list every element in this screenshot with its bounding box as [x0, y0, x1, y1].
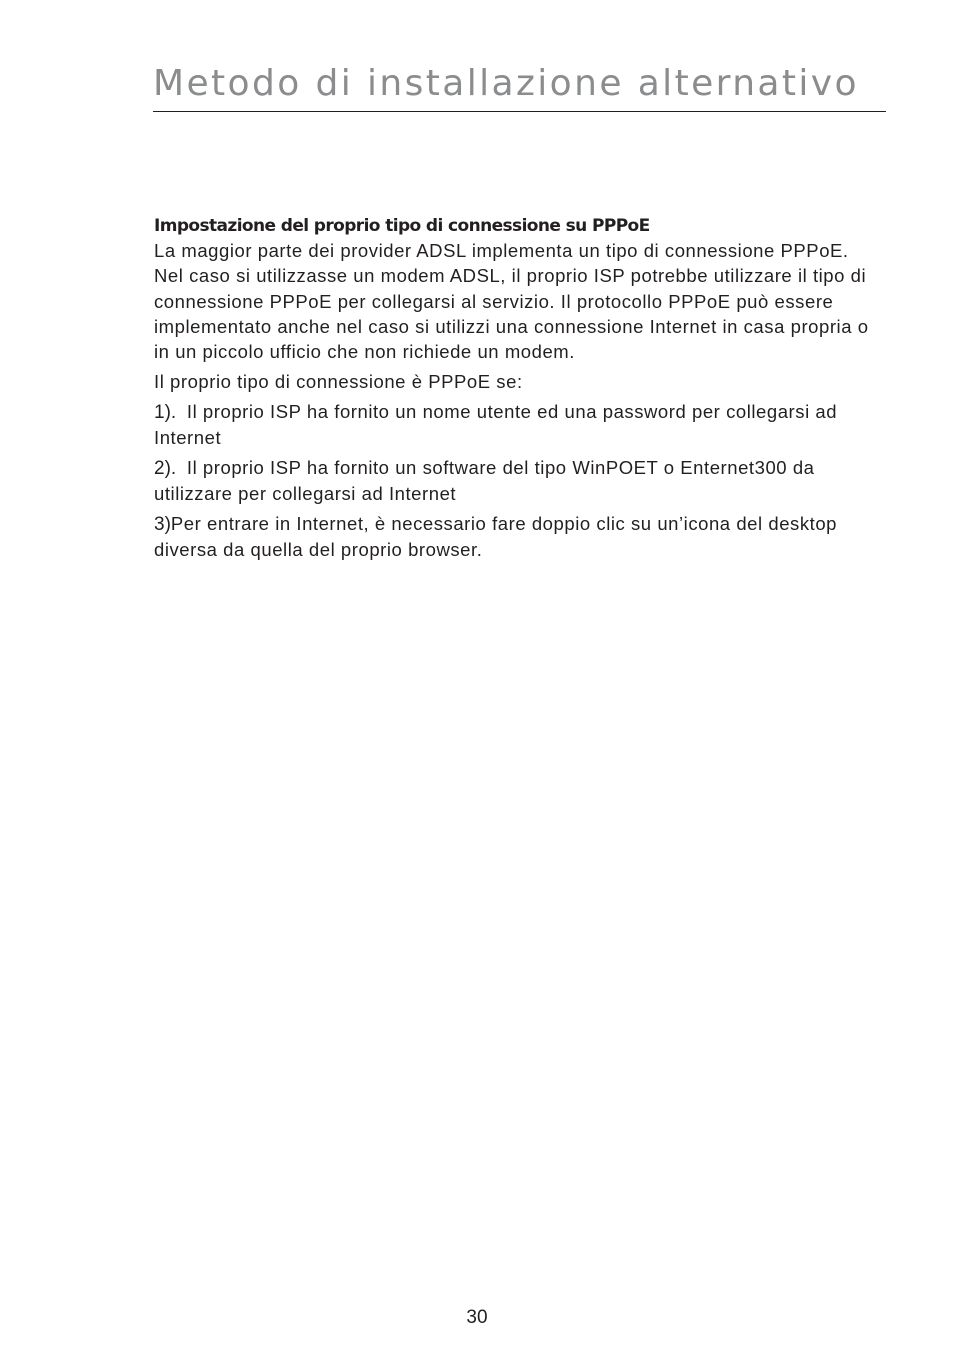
list-item-number: 2). — [154, 457, 177, 479]
intro-paragraph: La maggior parte dei provider ADSL implementa un tipo di connessione PPPoE. Nel caso si utilizzasse un modem ADSL, il proprio ISP potrebbe utilizzare il tipo di connessione PPPoE per collegarsi al servizio. Il protocollo PPPoE può essere implementato anche nel caso si utilizzi una connessione Internet in casa propria o in un piccolo ufficio che non richiede un modem. — [154, 240, 869, 363]
list-item — [154, 511, 874, 563]
lead-paragraph: Il proprio tipo di connessione è PPPoE se: — [154, 370, 523, 392]
list-item-number: 3) — [154, 513, 171, 535]
list-item-number: 1). — [154, 401, 177, 423]
list-item — [154, 399, 874, 451]
list-item-text: Per entrare in Internet, è necessario fare doppio clic su un’icona del desktop diversa da quella del proprio browser. — [154, 512, 838, 561]
page-number: 30 — [466, 1307, 488, 1328]
page-title: Metodo di installazione alternativo — [153, 63, 859, 104]
list-item-text: Il proprio ISP ha fornito un nome utente ed una password per collegarsi ad Internet — [154, 400, 838, 449]
list-item — [154, 455, 874, 507]
section-heading: Impostazione del proprio tipo di connessione su PPPoE — [154, 216, 650, 236]
list-item-text: Il proprio ISP ha fornito un software del tipo WinPOET o Enternet300 da utilizzare per collegarsi ad Internet — [154, 456, 815, 505]
content-section — [154, 214, 874, 563]
title-divider — [153, 111, 886, 112]
